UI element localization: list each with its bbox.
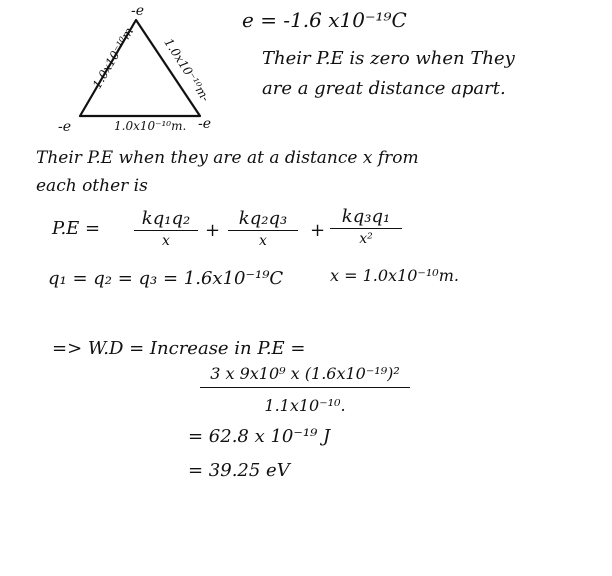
- pe-term-1: [134, 208, 198, 249]
- work-done-line: => W.D = Increase in P.E =: [52, 338, 306, 359]
- note-line-2: are a great distance apart.: [262, 78, 506, 99]
- result-electron-volts: = 39.25 eV: [188, 460, 290, 481]
- side-left-label: 1.0x10⁻¹⁰m: [89, 24, 137, 92]
- pe-term-2-numerator: kq₂q₃: [238, 208, 288, 229]
- side-right-label: 1.0x10⁻¹⁰m-: [161, 35, 213, 105]
- vertex-right-label: -e: [198, 116, 212, 132]
- pe-term-1-numerator: kq₁q₂: [141, 208, 191, 229]
- note-line-1: Their P.E is zero when They: [262, 48, 515, 69]
- pe-term-3-numerator: kq₃q₁: [341, 206, 391, 227]
- work-done-numerator: 3 x 9x10⁹ x (1.6x10⁻¹⁹)²: [210, 364, 400, 383]
- side-bottom-label: 1.0x10⁻¹⁰m.: [114, 119, 187, 133]
- distance-value: x = 1.0x10⁻¹⁰m.: [330, 266, 459, 285]
- pe-formula-lhs: P.E =: [52, 218, 101, 239]
- result-joules: = 62.8 x 10⁻¹⁹ J: [188, 426, 331, 447]
- pe-intro-line-2: each other is: [36, 176, 148, 196]
- pe-term-3-bar: [330, 228, 402, 229]
- charge-value: e = -1.6 x10⁻¹⁹C: [242, 8, 407, 32]
- pe-term-1-bar: [134, 230, 198, 231]
- pe-intro-line-1: Their P.E when they are at a distance x from: [36, 148, 419, 168]
- pe-term-3-denominator: x²: [359, 231, 373, 247]
- pe-term-1-denominator: x: [162, 233, 170, 249]
- vertex-left-label: -e: [58, 119, 72, 135]
- pe-plus-1: +: [205, 220, 221, 241]
- vertex-top-label: -e: [131, 3, 145, 19]
- work-done-bar: [200, 387, 410, 388]
- work-done-denominator: 1.1x10⁻¹⁰.: [264, 396, 346, 415]
- pe-term-3: [330, 206, 402, 247]
- pe-term-2-bar: [228, 230, 298, 231]
- pe-term-2-denominator: x: [259, 233, 267, 249]
- pe-plus-2: +: [310, 220, 326, 241]
- pe-term-2: [228, 208, 298, 249]
- charges-equal-line: q₁ = q₂ = q₃ = 1.6x10⁻¹⁹C: [48, 268, 284, 289]
- work-done-fraction: [200, 364, 410, 415]
